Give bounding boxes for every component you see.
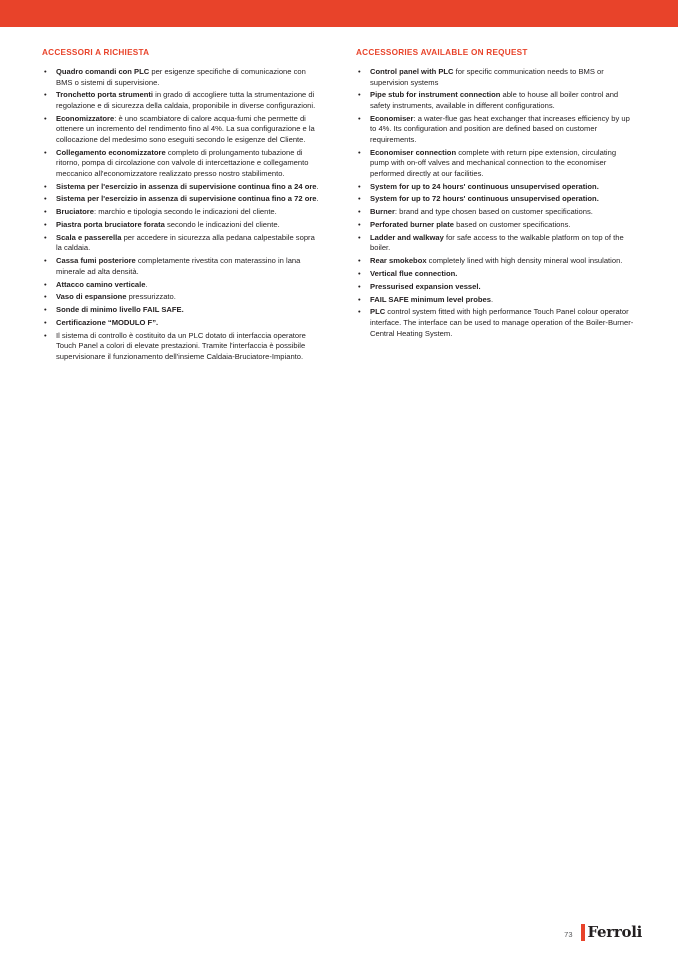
- list-item-description: completamente rivestita con materassino in lana minerale ad alta densità.: [56, 256, 301, 276]
- list-item: [356, 269, 636, 280]
- list-item-description: Il sistema di controllo è costituito da un PLC dotato di interfaccia operatore Touch Panel a colori di elevate prestazioni. Tramite l'interfaccia è possibile supervisionare il funzionamento dell'insieme Caldaia-Bruciatore-Impianto.: [56, 330, 306, 361]
- list-item-description: .: [490, 294, 494, 304]
- list-item-description: in grado di accogliere tutta la strumentazione di regolazione e di sicurezza della caldaia, proponibile in diverse configurazioni.: [56, 90, 316, 110]
- column-title-italian: ACCESSORI A RICHIESTA: [42, 48, 150, 57]
- list-item-description: : marchio e tipologia secondo le indicazioni del cliente.: [93, 207, 277, 217]
- list-item-term: Vaso di espansione: [56, 292, 127, 302]
- list-item-term: Economizzatore: [56, 113, 115, 123]
- list-item: [42, 280, 322, 291]
- logo-wordmark: Ferroli: [587, 923, 642, 941]
- list-item: [356, 307, 636, 339]
- list-item: [356, 282, 636, 293]
- page-footer: [564, 924, 642, 941]
- list-item-description: based on customer specifications.: [453, 220, 571, 230]
- list-item-description: able to house all boiler control and safety instruments, available in different configurations.: [370, 90, 619, 110]
- list-item: [356, 67, 636, 88]
- list-item: [356, 114, 636, 146]
- column-accessories-available-on-request: [356, 48, 636, 341]
- list-item: [42, 90, 322, 111]
- list-item: [42, 148, 322, 180]
- list-item-term: Ladder and walkway: [370, 232, 444, 242]
- list-item: [42, 256, 322, 277]
- list-item-description: completely lined with high density mineral wool insulation.: [426, 256, 623, 266]
- list-item-term: Piastra porta bruciatore forata: [56, 220, 165, 230]
- page-number: 73: [564, 930, 573, 939]
- list-item: [42, 114, 322, 146]
- list-item-term: Control panel with PLC: [370, 67, 454, 76]
- list-item: [42, 305, 322, 316]
- list-item-description: complete with return pipe extension, circulating pump with on-off valves and mechanical connection to the economiser performed directly at our facilities.: [370, 147, 617, 178]
- list-item-term: System for up to 24 hours' continuous unsupervised operation.: [370, 181, 599, 191]
- list-item: [356, 182, 636, 193]
- list-item-term: Sistema per l'esercizio in assenza di supervisione continua fino a 72 ore: [56, 194, 317, 204]
- list-item-term: Quadro comandi con PLC: [56, 67, 150, 76]
- list-item: [42, 331, 322, 363]
- list-item-description: : a water-flue gas heat exchanger that increases efficiency by up to 4%. Its configuration and position are defined based on customer requirements.: [370, 113, 630, 144]
- list-item-term: Economiser connection: [370, 147, 457, 157]
- list-item: [42, 67, 322, 88]
- list-item-term: FAIL SAFE minimum level probes: [370, 294, 491, 304]
- list-item-term: Scala e passerella: [56, 232, 122, 242]
- list-item-description: .: [316, 181, 319, 191]
- list-item-term: Burner: [370, 207, 395, 217]
- column-accessori-a-richiesta: [42, 48, 322, 365]
- accessory-list-italian: [42, 67, 322, 362]
- list-item-term: Collegamento economizzatore: [56, 147, 166, 157]
- accessory-list-english: [356, 67, 636, 339]
- page-top-banner: [0, 0, 678, 27]
- list-item-description: control system fitted with high performance Touch Panel colour operator interface. The interface can be used to manage operation of the Boiler-Burner-Central Heating System.: [370, 307, 634, 338]
- list-item: [356, 90, 636, 111]
- list-item-description: completo di prolungamento tubazione di ritorno, pompa di circolazione con valvole di intercettazione e collegamento meccanico all'economizzatore realizzato presso nostro stabilimento.: [56, 147, 309, 178]
- list-item-description: for safe access to the walkable platform on top of the boiler.: [370, 232, 624, 253]
- list-item-term: Attacco camino verticale: [56, 279, 146, 289]
- list-item: [356, 233, 636, 254]
- list-item: [356, 194, 636, 205]
- list-item-term: PLC: [370, 307, 386, 317]
- ferroli-logo: [581, 924, 642, 941]
- list-item-term: Pipe stub for instrument connection: [370, 90, 501, 100]
- list-item-description: for specific communication needs to BMS or supervision systems: [370, 67, 604, 87]
- list-item: [42, 292, 322, 303]
- list-item-term: Rear smokebox: [370, 256, 427, 266]
- list-item-term: Bruciatore: [56, 207, 94, 217]
- list-item-term: Economiser: [370, 113, 414, 123]
- list-item: [42, 233, 322, 254]
- list-item-term: Sistema per l'esercizio in assenza di supervisione continua fino a 24 ore: [56, 181, 317, 191]
- list-item-term: Tronchetto porta strumenti: [56, 90, 154, 100]
- list-item: [356, 256, 636, 267]
- list-item-term: Certificazione “MODULO F”.: [56, 317, 159, 327]
- logo-bar-icon: [581, 924, 585, 941]
- list-item: [356, 207, 636, 218]
- list-item-term: Cassa fumi posteriore: [56, 256, 136, 266]
- list-item-description: .: [145, 279, 148, 289]
- column-title-english: ACCESSORIES AVAILABLE ON REQUEST: [356, 48, 528, 57]
- list-item: [356, 148, 636, 180]
- list-item-description: secondo le indicazioni del cliente.: [164, 220, 280, 230]
- list-item: [42, 207, 322, 218]
- list-item-term: Pressurised expansion vessel.: [370, 281, 481, 291]
- list-item: [42, 318, 322, 329]
- list-item-term: Perforated burner plate: [370, 220, 454, 230]
- list-item-term: Sonde di minimo livello FAIL SAFE.: [56, 305, 184, 315]
- list-item: [42, 220, 322, 231]
- list-item: [42, 182, 322, 193]
- list-item-description: .: [316, 194, 319, 204]
- list-item-description: : è uno scambiatore di calore acqua-fumi che permette di ottenere un incremento del rendimento fino al 4%. La sua configurazione e la collocazione del medesimo sono eseguiti secondo le esigenze del Cliente.: [56, 113, 315, 144]
- list-item: [356, 220, 636, 231]
- list-item-description: pressurizzato.: [126, 292, 176, 302]
- page-content: [0, 27, 678, 959]
- list-item-term: Vertical flue connection.: [370, 268, 458, 278]
- list-item: [42, 194, 322, 205]
- list-item-term: System for up to 72 hours' continuous unsupervised operation.: [370, 194, 599, 204]
- list-item-description: per esigenze specifiche di comunicazione con BMS o sistemi di supervisione.: [56, 67, 306, 87]
- list-item: [356, 295, 636, 306]
- list-item-description: : brand and type chosen based on customer specifications.: [394, 207, 593, 217]
- list-item-description: per accedere in sicurezza alla pedana calpestabile sopra la caldaia.: [56, 232, 315, 253]
